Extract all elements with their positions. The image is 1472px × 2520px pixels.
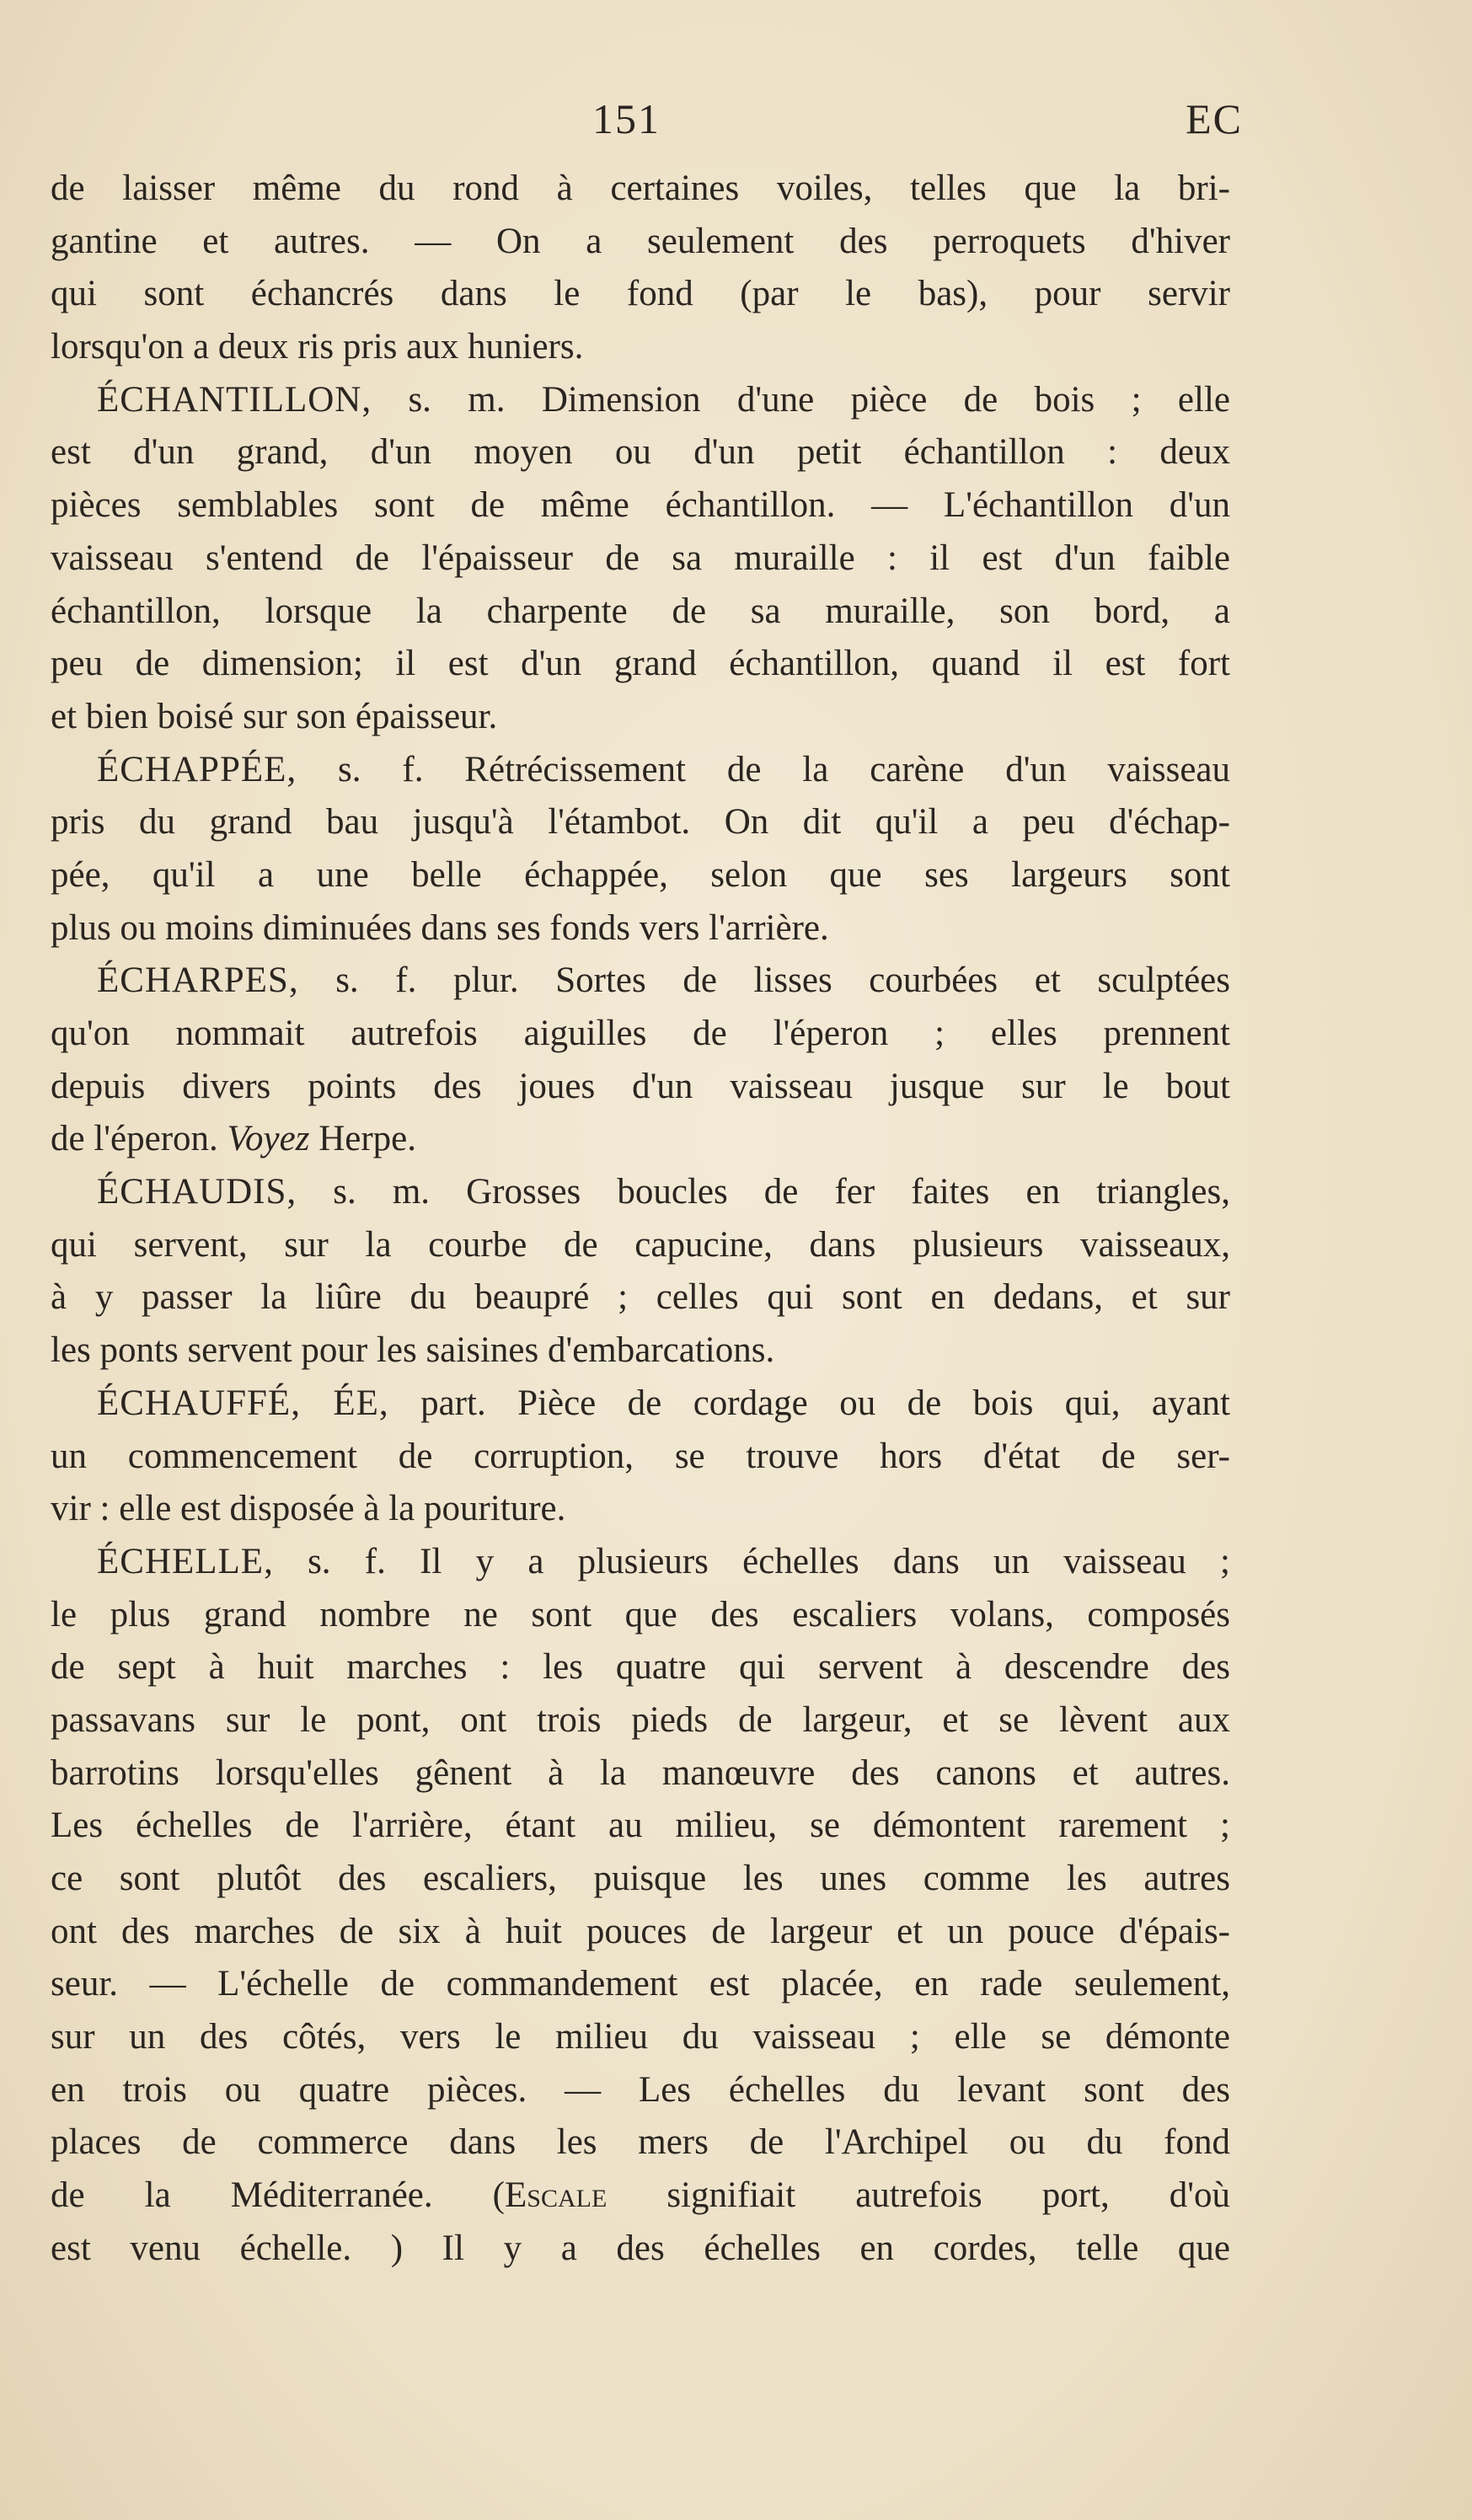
line-text: de l'éperon. <box>51 1119 227 1159</box>
line-text: seur. — L'échelle de commandement est placée, en rade seulement, <box>51 1964 1230 2004</box>
text-line <box>51 955 1230 1008</box>
text-line <box>51 532 1230 586</box>
line-text: échantillon, lorsque la charpente de sa muraille, son bord, a <box>51 591 1230 631</box>
text-line <box>51 268 1230 321</box>
text-line <box>51 1113 1230 1166</box>
line-text: gantine et autres. — On a seulement des perroquets d'hiver <box>51 221 1230 261</box>
line-text: à y passer la liûre du beaupré ; celles qui sont en dedans, et sur <box>51 1277 1230 1318</box>
running-head: EC <box>1186 95 1243 142</box>
line-text: places de commerce dans les mers de l'Archipel ou du fond <box>51 2122 1230 2163</box>
text-line <box>51 2011 1230 2064</box>
text-line <box>51 479 1230 532</box>
line-text: un commencement de corruption, se trouve hors d'état de ser- <box>51 1436 1230 1476</box>
line-text-tail: signifiait autrefois port, d'où <box>607 2175 1230 2216</box>
text-line <box>51 1008 1230 1061</box>
line-text: part. Pièce de cordage ou de bois qui, ayant <box>388 1383 1230 1423</box>
text-line <box>51 796 1230 849</box>
text-line <box>51 2170 1230 2223</box>
line-text: est venu échelle. ) Il y a des échelles en cordes, telle que <box>51 2228 1230 2268</box>
text-line <box>51 1483 1230 1536</box>
line-text: s. m. Dimension d'une pièce de bois ; elle <box>372 379 1230 420</box>
entry-headword: ÉCHAUFFÉ, ÉE, <box>97 1383 389 1423</box>
entry-headword: ÉCHAPPÉE, <box>97 749 297 789</box>
text-line <box>51 1271 1230 1324</box>
line-text: qui servent, sur la courbe de capucine, dans plusieurs vaisseaux, <box>51 1224 1230 1265</box>
text-line <box>51 1747 1230 1800</box>
line-text: qui sont échancrés dans le fond (par le bas), pour servir <box>51 274 1230 314</box>
text-line <box>51 1589 1230 1642</box>
text-line <box>51 902 1230 955</box>
line-text: s. f. Rétrécissement de la carène d'un vaisseau <box>297 749 1230 789</box>
text-line <box>51 321 1230 374</box>
text-line <box>51 163 1230 216</box>
text-line <box>51 1694 1230 1747</box>
text-line <box>51 744 1230 797</box>
dictionary-text <box>51 163 1230 2276</box>
line-text: ce sont plutôt des escaliers, puisque les unes comme les autres <box>51 1859 1230 1898</box>
line-text: le plus grand nombre ne sont que des escaliers volans, composés <box>51 1594 1230 1635</box>
line-text: sur un des côtés, vers le milieu du vaisseau ; elle se démonte <box>51 2017 1230 2057</box>
line-text: vaisseau s'entend de l'épaisseur de sa muraille : il est d'un faible <box>51 538 1230 578</box>
line-text: de sept à huit marches : les quatre qui servent à descendre des <box>51 1647 1230 1688</box>
line-text: plus ou moins diminuées dans ses fonds vers l'arrière. <box>51 907 829 948</box>
line-text: s. f. Il y a plusieurs échelles dans un vaisseau ; <box>273 1541 1230 1581</box>
text-line <box>51 2116 1230 2170</box>
small-caps-text: Escale <box>505 2175 608 2216</box>
text-line <box>51 691 1230 744</box>
line-text: vir : elle est disposée à la pouriture. <box>51 1489 566 1529</box>
line-text: ont des marches de six à huit pouces de largeur et un pouce d'épais- <box>51 1911 1230 1951</box>
line-text: est d'un grand, d'un moyen ou d'un petit échantillon : deux <box>51 432 1230 473</box>
text-line <box>51 2064 1230 2117</box>
text-line <box>51 586 1230 639</box>
entry-headword: ÉCHARPES, <box>97 960 299 1001</box>
text-line <box>51 216 1230 269</box>
line-text: s. f. plur. Sortes de lisses courbées et sculptées <box>298 960 1230 1001</box>
line-text: pée, qu'il a une belle échappée, selon que ses largeurs sont <box>51 854 1230 895</box>
line-text: peu de dimension; il est d'un grand échantillon, quand il est fort <box>51 644 1230 684</box>
line-text: pris du grand bau jusqu'à l'étambot. On dit qu'il a peu d'échap- <box>51 802 1230 843</box>
italic-text: Voyez <box>227 1119 310 1159</box>
text-line <box>51 1324 1230 1378</box>
line-text: de laisser même du rond à certaines voiles, telles que la bri- <box>51 169 1230 208</box>
text-line <box>51 1958 1230 2011</box>
text-line <box>51 1853 1230 1906</box>
line-text: lorsqu'on a deux ris pris aux huniers. <box>51 327 584 367</box>
text-line <box>51 1906 1230 1959</box>
line-text: les ponts servent pour les saisines d'embarcations. <box>51 1330 775 1371</box>
text-line <box>51 1641 1230 1694</box>
line-text: passavans sur le pont, ont trois pieds de largeur, et se lèvent aux <box>51 1699 1230 1740</box>
line-text: et bien boisé sur son épaisseur. <box>51 696 498 736</box>
entry-headword: ÉCHELLE, <box>97 1541 274 1581</box>
text-line <box>51 374 1230 427</box>
line-text: s. m. Grosses boucles de fer faites en triangles, <box>297 1172 1230 1212</box>
line-text: qu'on nommait autrefois aiguilles de l'éperon ; elles prennent <box>51 1014 1230 1053</box>
page-number: 151 <box>592 95 661 142</box>
text-line <box>51 638 1230 691</box>
line-text-tail: Herpe. <box>309 1119 416 1159</box>
text-line <box>51 426 1230 479</box>
text-line <box>51 1431 1230 1484</box>
line-text: Les échelles de l'arrière, étant au milieu, se démontent rarement ; <box>51 1806 1230 1846</box>
text-line <box>51 1061 1230 1114</box>
text-line <box>51 1378 1230 1431</box>
line-text: depuis divers points des joues d'un vaisseau jusque sur le bout <box>51 1066 1230 1106</box>
text-line <box>51 1219 1230 1272</box>
text-line <box>51 2223 1230 2276</box>
text-line <box>51 1536 1230 1589</box>
entry-headword: ÉCHAUDIS, <box>97 1172 297 1212</box>
line-text: pièces semblables sont de même échantillon. — L'échantillon d'un <box>51 485 1230 526</box>
page-header <box>173 94 1243 153</box>
line-text: barrotins lorsqu'elles gênent à la manœuvre des canons et autres. <box>51 1752 1230 1793</box>
text-line <box>51 849 1230 902</box>
text-line <box>51 1800 1230 1853</box>
line-text: en trois ou quatre pièces. — Les échelles du levant sont des <box>51 2069 1230 2110</box>
line-text: de la Méditerranée. ( <box>51 2175 505 2216</box>
text-line <box>51 1166 1230 1219</box>
entry-headword: ÉCHANTILLON, <box>97 379 372 420</box>
